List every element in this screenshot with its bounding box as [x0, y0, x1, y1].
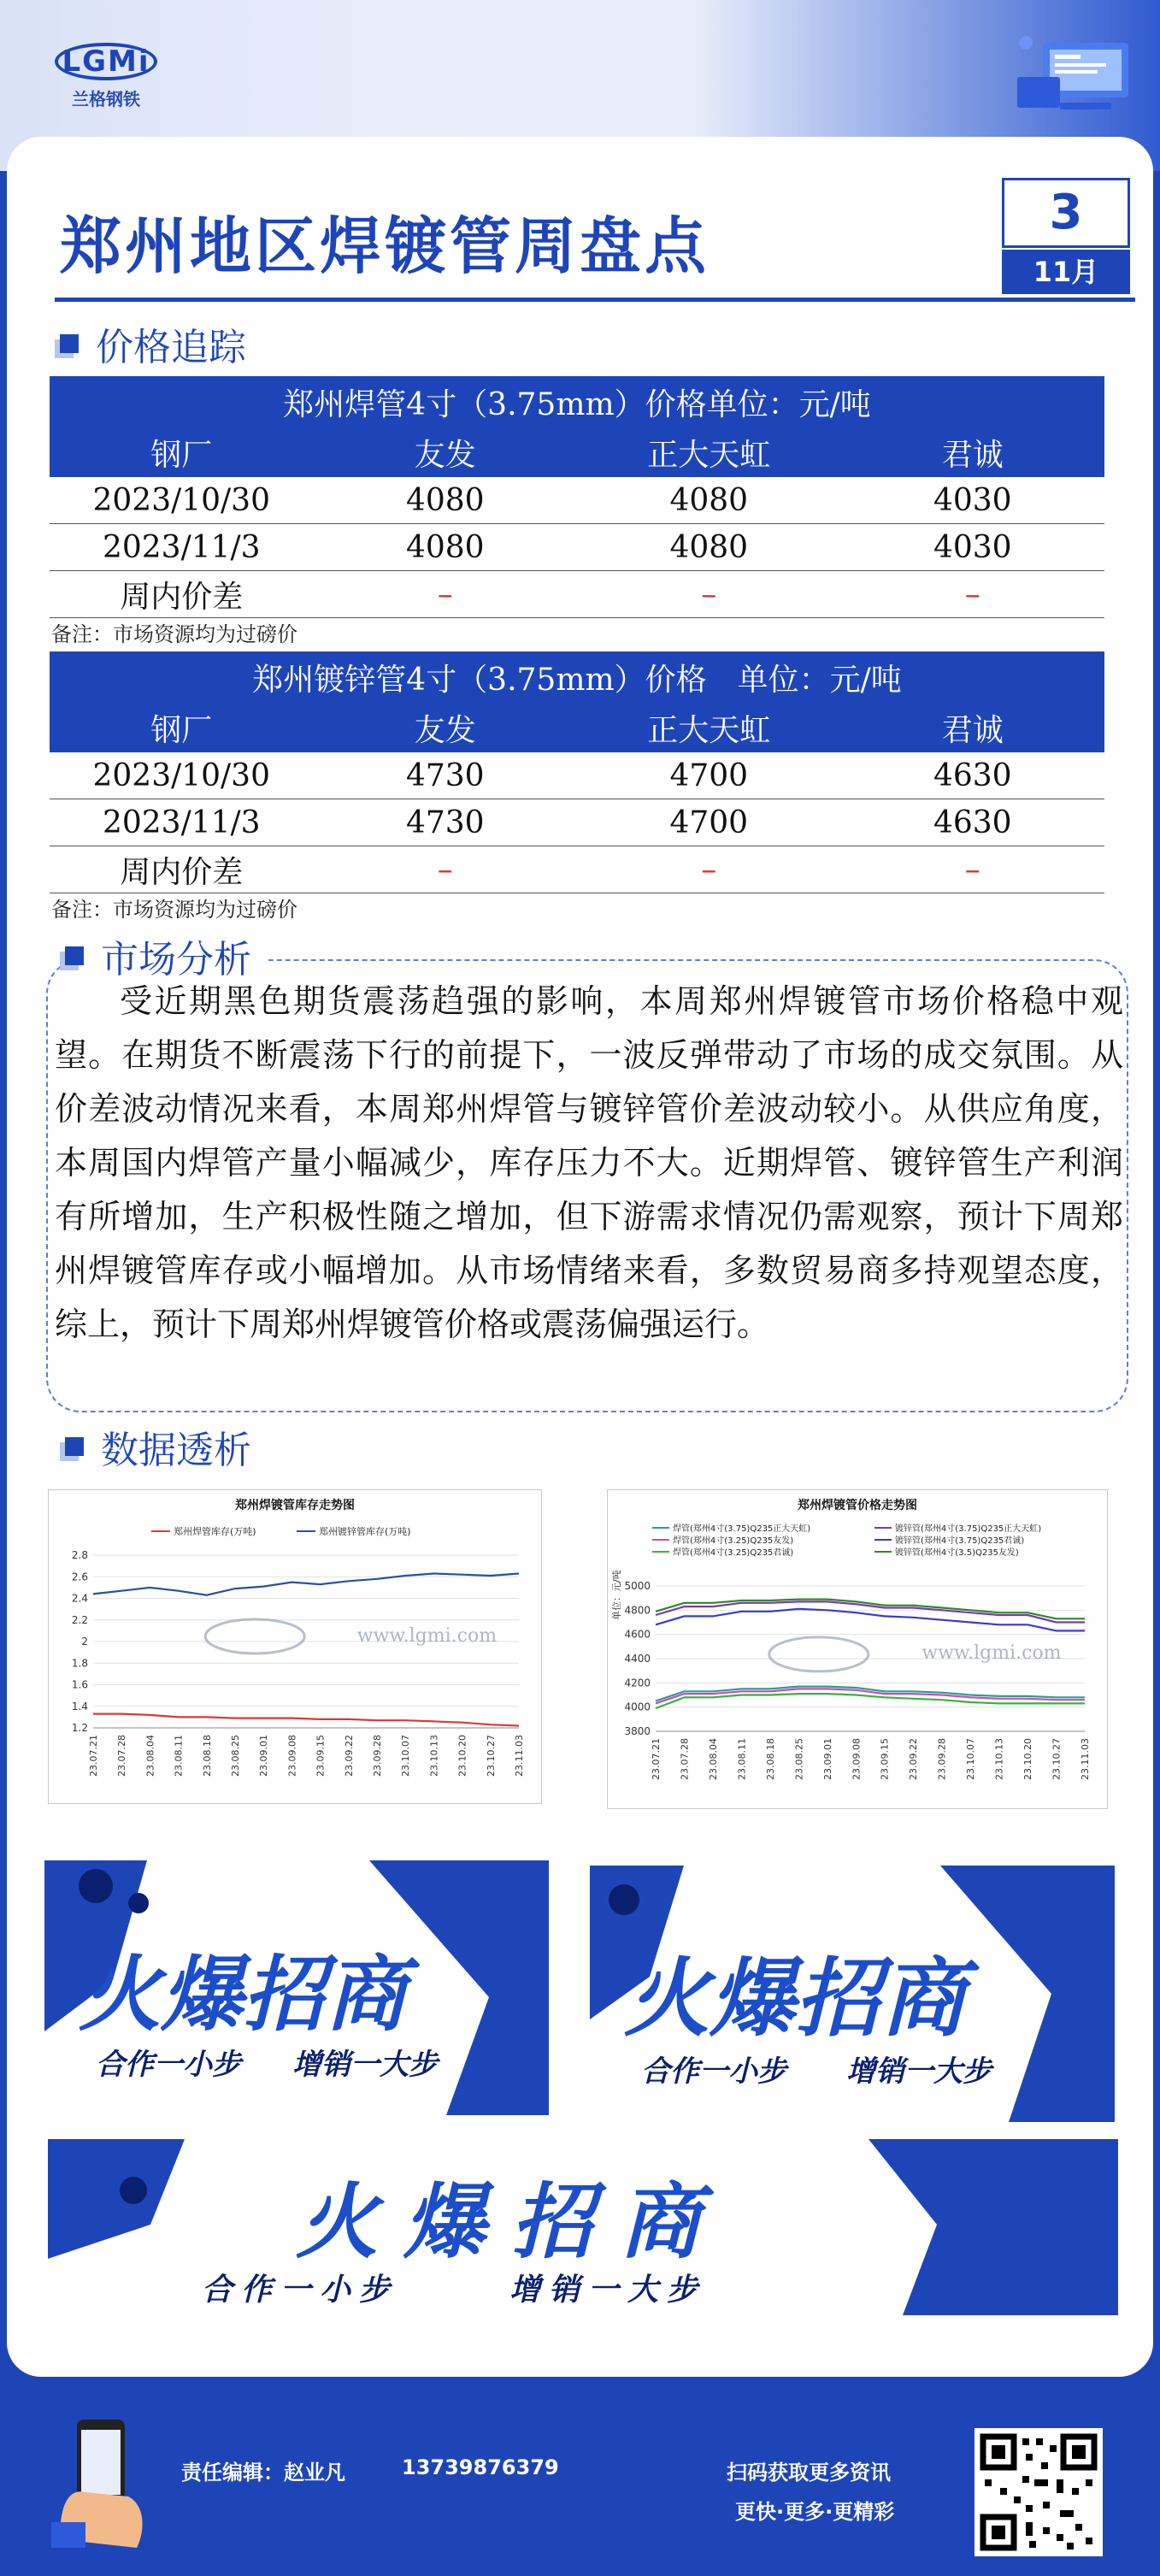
- legend-label: 焊管(郑州4寸(3.25)Q235友发): [673, 1536, 794, 1546]
- section-data-analysis: [65, 1423, 251, 1471]
- inventory-chart: [48, 1489, 542, 1804]
- y-tick-label: 2.8: [71, 1549, 88, 1561]
- scan-prompt: 扫码获取更多资讯: [727, 2461, 891, 2485]
- promo-graphic: [48, 2139, 1118, 2315]
- table-cell: –: [841, 571, 1105, 618]
- x-tick-label: 23.09.08: [851, 1738, 863, 1780]
- legend-label: 镀锌管(郑州4寸(3.5)Q235友发): [895, 1548, 1019, 1558]
- table-cell: 4630: [841, 752, 1105, 799]
- logo-text: LGMi: [62, 44, 150, 79]
- y-tick-label: 4600: [624, 1628, 651, 1641]
- inventory-chart-svg: [49, 1490, 541, 1803]
- table-cell: –: [314, 571, 578, 618]
- banner-slogan-a: 合作一小步: [202, 2272, 399, 2308]
- table-cell: 4080: [314, 524, 578, 571]
- qr-code[interactable]: [975, 2428, 1103, 2556]
- promo-graphic: [590, 1866, 1115, 2122]
- table-cell: 周内价差: [50, 571, 314, 618]
- x-tick-label: 23.09.15: [879, 1738, 891, 1780]
- y-tick-label: 4400: [624, 1653, 651, 1665]
- table-cell: 4080: [577, 524, 841, 571]
- y-tick-label: 3800: [624, 1725, 651, 1737]
- banner-slogan-a: 合作一小步: [96, 2048, 241, 2082]
- table-cell: –: [577, 846, 841, 893]
- section-square-icon: [60, 334, 79, 353]
- section-title: 市场分析: [101, 938, 251, 981]
- watermark-text: www.lgmi.com: [922, 1642, 1062, 1664]
- chart-title: 郑州焊镀管价格走势图: [798, 1499, 917, 1512]
- x-tick-label: 23.08.18: [201, 1735, 213, 1777]
- y-axis-label: 单位：元/吨: [611, 1570, 622, 1620]
- banner-headline: 火爆招商: [624, 1948, 966, 2048]
- phone-hand-icon: [51, 2411, 154, 2548]
- legend-label: 焊管(郑州4寸(3.25)Q235君诚): [673, 1548, 794, 1558]
- banner-slogan-b: 增销一大步: [846, 2054, 992, 2089]
- table-row: [50, 571, 1104, 618]
- y-tick-label: 1.8: [71, 1657, 88, 1670]
- col-header: 君诚: [841, 703, 1105, 752]
- watermark-text: www.lgmi.com: [356, 1625, 498, 1647]
- col-header: 正大天虹: [577, 427, 841, 477]
- section-square-icon: [65, 1437, 84, 1456]
- col-header: 钢厂: [50, 703, 314, 752]
- col-header: 君诚: [841, 427, 1105, 477]
- section-title: 价格追踪: [96, 326, 246, 369]
- series-line: [93, 1714, 519, 1726]
- x-tick-label: 23.09.01: [821, 1738, 833, 1780]
- computer-illustration-icon: [1009, 26, 1137, 128]
- x-tick-label: 23.08.18: [764, 1738, 776, 1780]
- banner-slogan-b: 增销一大步: [509, 2272, 707, 2308]
- table-cell: 2023/10/30: [50, 477, 314, 524]
- galvanized-pipe-price-table: [50, 651, 1104, 893]
- x-tick-label: 23.11.03: [1080, 1738, 1091, 1780]
- table-note: 备注：市场资源均为过磅价: [51, 898, 297, 922]
- table-caption: 郑州焊管4寸（3.75mm）价格单位：元/吨: [50, 376, 1104, 427]
- table-cell: –: [314, 846, 578, 893]
- y-tick-label: 2: [81, 1636, 88, 1648]
- editor-phone: 13739876379: [402, 2455, 559, 2479]
- col-header: 友发: [314, 703, 578, 752]
- table-cell: –: [841, 846, 1105, 893]
- section-square-icon: [65, 946, 84, 965]
- table-cell: 4080: [577, 477, 841, 524]
- x-tick-label: 23.11.03: [514, 1735, 525, 1777]
- x-tick-label: 23.09.01: [258, 1735, 270, 1777]
- price-chart-svg: [608, 1490, 1107, 1808]
- x-tick-label: 23.07.21: [88, 1735, 99, 1777]
- legend-label: 郑州焊管库存(万吨): [174, 1526, 256, 1537]
- table-cell: 4730: [314, 752, 578, 799]
- legend-label: 郑州镀锌管库存(万吨): [319, 1526, 411, 1537]
- x-tick-label: 23.10.27: [485, 1735, 497, 1777]
- y-tick-label: 4000: [624, 1701, 651, 1713]
- price-chart: [607, 1489, 1108, 1809]
- table-row: [50, 799, 1104, 846]
- x-tick-label: 23.09.28: [936, 1738, 948, 1780]
- promo-banner-left[interactable]: [44, 1860, 549, 2115]
- table-cell: 2023/10/30: [50, 752, 314, 799]
- banner-headline: 火爆招商: [79, 1947, 407, 2043]
- x-tick-label: 23.09.15: [315, 1735, 327, 1777]
- table-cell: 2023/11/3: [50, 524, 314, 571]
- x-tick-label: 23.10.20: [456, 1735, 468, 1777]
- x-tick-label: 23.08.11: [736, 1738, 748, 1780]
- x-tick-label: 23.08.25: [230, 1735, 241, 1777]
- title-divider: [55, 298, 1135, 302]
- x-tick-label: 23.09.08: [286, 1735, 298, 1777]
- table-row: [50, 846, 1104, 893]
- x-tick-label: 23.09.22: [343, 1735, 355, 1777]
- logo-subtitle: 兰格钢铁: [72, 89, 140, 109]
- x-tick-label: 23.07.28: [679, 1738, 691, 1780]
- analysis-text: 受近期黑色期货震荡趋强的影响，本周郑州焊镀管市场价格稳中观望。在期货不断震荡下行的前提下，一波反弹带动了市场的成交氛围。从价差波动情况来看，本周郑州焊管与镀锌管价差波动较小。从供应角度，本周国内焊管产量小幅减少，库存压力不大。近期焊管、镀锌管生产利润有所增加，生产积极性随之增加，但下游需求情况仍需观察，预计下周郑州焊镀管库存或小幅增加。从市场情绪来看，多数贸易商多持观望态度，综上，预计下周郑州焊镀管价格或震荡偏强运行。: [55, 982, 1123, 1344]
- section-market-analysis: [65, 932, 268, 980]
- promo-banner-right[interactable]: [590, 1866, 1115, 2122]
- x-tick-label: 23.08.25: [793, 1738, 805, 1780]
- table-note: 备注：市场资源均为过磅价: [51, 622, 297, 646]
- table-row: [50, 477, 1104, 524]
- page-title: 郑州地区焊镀管周盘点: [60, 209, 710, 282]
- editor-label: 责任编辑：赵业凡: [181, 2461, 345, 2485]
- x-tick-label: 23.10.13: [428, 1735, 440, 1777]
- table-cell: 4700: [577, 799, 841, 846]
- table-cell: 4080: [314, 477, 578, 524]
- table-row: [50, 752, 1104, 799]
- table-caption: 郑州镀锌管4寸（3.75mm）价格 单位：元/吨: [50, 651, 1104, 703]
- section-title: 数据透析: [101, 1429, 251, 1472]
- table-cell: 4730: [314, 799, 578, 846]
- x-tick-label: 23.09.22: [908, 1738, 920, 1780]
- y-tick-label: 4800: [624, 1604, 651, 1617]
- x-tick-label: 23.10.07: [400, 1735, 412, 1777]
- table-cell: 4030: [841, 477, 1105, 524]
- y-tick-label: 1.2: [71, 1722, 88, 1734]
- watermark-logo-icon: [205, 1619, 304, 1653]
- y-tick-label: 2.2: [71, 1613, 88, 1626]
- x-tick-label: 23.07.28: [116, 1735, 128, 1777]
- table-cell: 2023/11/3: [50, 799, 314, 846]
- footer-tagline: 更快·更多·更精彩: [735, 2500, 895, 2524]
- col-header: 友发: [314, 427, 578, 477]
- banner-slogan-b: 增销一大步: [292, 2048, 438, 2082]
- legend-label: 镀锌管(郑州4寸(3.75)Q235正大天虹): [895, 1524, 1042, 1534]
- table-row: [50, 524, 1104, 571]
- chart-title: 郑州焊镀管库存走势图: [235, 1499, 355, 1512]
- x-tick-label: 23.07.21: [651, 1738, 662, 1780]
- x-tick-label: 23.08.04: [144, 1735, 156, 1777]
- issue-month: 11月: [1002, 250, 1130, 294]
- issue-number: 3: [1002, 178, 1130, 248]
- x-tick-label: 23.10.07: [965, 1738, 977, 1780]
- x-tick-label: 23.10.27: [1051, 1738, 1063, 1780]
- y-tick-label: 2.4: [71, 1592, 88, 1605]
- y-tick-label: 5000: [624, 1580, 651, 1592]
- table-cell: 4030: [841, 524, 1105, 571]
- brand-logo: [55, 34, 157, 111]
- y-tick-label: 1.6: [71, 1678, 88, 1691]
- table-cell: 4700: [577, 752, 841, 799]
- x-tick-label: 23.10.20: [1022, 1738, 1034, 1780]
- x-tick-label: 23.08.11: [173, 1735, 185, 1777]
- y-tick-label: 4200: [624, 1677, 651, 1689]
- watermark-logo-icon: [769, 1637, 869, 1671]
- promo-graphic: [44, 1860, 549, 2115]
- legend-label: 焊管(郑州4寸(3.75)Q235正大天虹): [673, 1524, 811, 1534]
- x-tick-label: 23.08.04: [707, 1738, 719, 1780]
- table-cell: 周内价差: [50, 846, 314, 893]
- y-tick-label: 1.4: [71, 1700, 88, 1712]
- legend-label: 镀锌管(郑州4寸(3.75)Q235君诚): [895, 1536, 1025, 1546]
- banner-headline: 火爆招商: [296, 2174, 727, 2270]
- table-cell: 4630: [841, 799, 1105, 846]
- col-header: 钢厂: [50, 427, 314, 477]
- x-tick-label: 23.10.13: [993, 1738, 1005, 1780]
- promo-banner-wide[interactable]: [48, 2139, 1118, 2315]
- x-tick-label: 23.09.28: [372, 1735, 383, 1777]
- welded-pipe-price-table: [50, 376, 1104, 618]
- y-tick-label: 2.6: [71, 1571, 88, 1583]
- qr-code-icon: [975, 2428, 1103, 2556]
- col-header: 正大天虹: [577, 703, 841, 752]
- section-price-tracking: [60, 320, 246, 368]
- banner-slogan-a: 合作一小步: [641, 2054, 786, 2089]
- table-cell: –: [577, 571, 841, 618]
